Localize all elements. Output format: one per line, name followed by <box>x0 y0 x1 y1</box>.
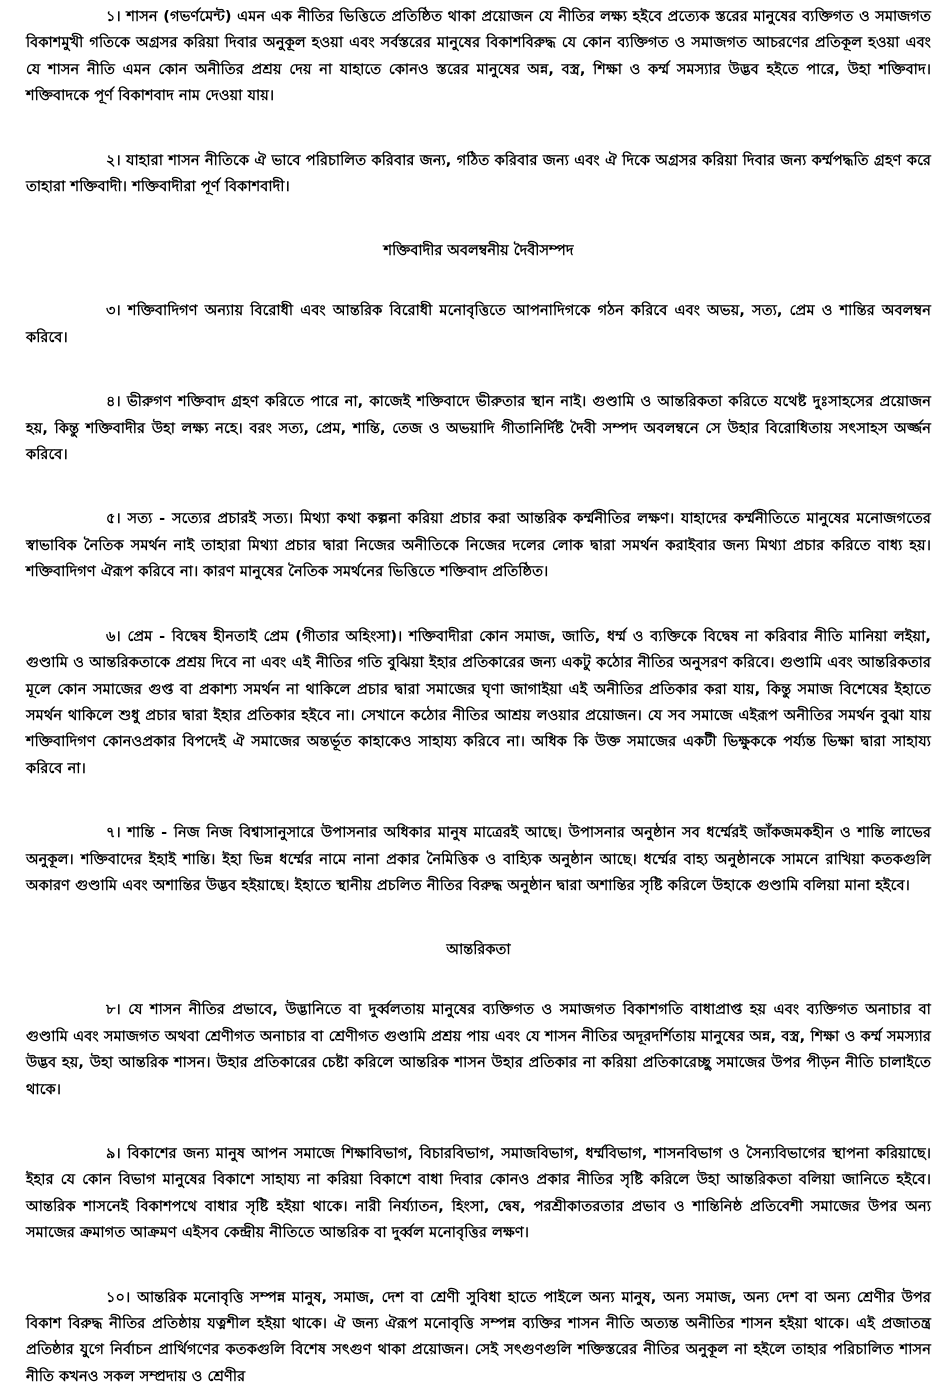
paragraph-4: ৪। ভীরুগণ শক্তিবাদ গ্রহণ করিতে পারে না, কাজেই শক্তিবাদে ভীরুতার স্থান নাই। গুণ্ডামি ও আন্তরিকতা করিতে যথেষ্ট দুঃসাহসের প্রয়োজন হয়, কিন্তু শক্তিবাদীর উহা লক্ষ্য নহে। বরং সত্য, প্রেম, শান্তি, তেজ ও অভয়াদি গীতানির্দিষ্ট দৈবী সম্পদ অবলম্বনে সে উহার বিরোধিতায় সৎসাহস অর্জ্জন করিবে। <box>26 394 931 464</box>
paragraph-2: ২। যাহারা শাসন নীতিকে ঐ ভাবে পরিচালিত করিবার জন্য, গঠিত করিবার জন্য এবং ঐ দিকে অগ্রসর করিয়া দিবার জন্য কর্ম্মপদ্ধতি গ্রহণ করে তাহারা শক্তিবাদী। শক্তিবাদীরা পূর্ণ বিকাশবাদী। <box>26 152 931 196</box>
section-heading-daivi-sampad: শক্তিবাদীর অবলম্বনীয় দৈবীসম্পদ <box>383 243 574 260</box>
paragraph-5: ৫। সত্য - সত্যের প্রচারই সত্য। মিথ্যা কথা কল্পনা করিয়া প্রচার করা আন্তরিক কর্ম্মনীতির লক্ষণ। যাহাদের কর্ম্মনীতিতে মানুষের মনোজগতের স্বাভাবিক নৈতিক সমর্থন নাই তাহারা মিথ্যা প্রচার দ্বারা নিজের অনীতিকে নিজের দলের লোক দ্বারা সমর্থন করাইবার জন্য মিথ্যা প্রচার করিতে বাধ্য হয়। শক্তিবাদিগণ ঐরূপ করিবে না। কারণ মানুষের নৈতিক সমর্থনের ভিত্তিতে শক্তিবাদ প্রতিষ্ঠিত। <box>26 511 931 581</box>
paragraph-6: ৬। প্রেম - বিদ্বেষ হীনতাই প্রেম (গীতার অহিংসা)। শক্তিবাদীরা কোন সমাজ, জাতি, ধর্ম্ম ও ব্যক্তিকে বিদ্বেষ না করিবার নীতি মানিয়া লইয়া, গুণ্ডামি ও আন্তরিকতাকে প্রশ্রয় দিবে না এবং এই নীতির গতি বুঝিয়া ইহার প্রতিকারের জন্য একটু কঠোর নীতির অনুসরণ করিবে। গুণ্ডামি এবং আন্তরিকতার মূলে কোন সমাজের গুপ্ত বা প্রকাশ্য সমর্থন না থাকিলে প্রচার দ্বারা সমাজের ঘৃণা জাগাইয়া এই অনীতির প্রতিকার করা যায়, কিন্তু সমাজ বিশেষের ইহাতে সমর্থন থাকিলে শুধু প্রচার দ্বারা ইহার প্রতিকার হইবে না। সেখানে কঠোর নীতির আশ্রয় লওয়ার প্রয়োজন। যে সব সমাজে এইরূপ অনীতির সমর্থন বুঝা যায় শক্তিবাদিগণ কোনওপ্রকার বিপদেই ঐ সমাজের অন্তর্ভূত কাহাকেও সাহায্য করিবে না। অধিক কি উক্ত সমাজের একটী ভিক্ষুককে পর্য্যন্ত ভিক্ষা দ্বারা সাহায্য করিবে না। <box>26 628 931 777</box>
paragraph-1: ১। শাসন (গভর্ণমেন্ট) এমন এক নীতির ভিত্তিতে প্রতিষ্ঠিত থাকা প্রয়োজন যে নীতির লক্ষ্য হইবে প্রত্যেক স্তরের মানুষের ব্যক্তিগত ও সমাজগত বিকাশমুখী গতিকে অগ্রসর করিয়া দিবার অনুকূল হওয়া এবং সর্বস্তরের মানুষের বিকাশবিরুদ্ধ যে কোন ব্যক্তিগত ও সমাজগত আচরণের প্রতিকূল হওয়া এবং যে শাসন নীতি এমন কোন অনীতির প্রশ্রয় দেয় না যাহাতে কোনও স্তরের মানুষের অন্ন, বস্ত্র, শিক্ষা ও কর্ম্ম সমস্যার উদ্ভব হইতে পারে, উহা শক্তিবাদ। শক্তিবাদকে পূর্ণ বিকাশবাদ নাম দেওয়া যায়। <box>26 9 931 105</box>
paragraph-8: ৮। যে শাসন নীতির প্রভাবে, উদ্ভানিতে বা দুর্ব্বলতায় মানুষের ব্যক্তিগত ও সমাজগত বিকাশগতি বাধাপ্রাপ্ত হয় এবং ব্যক্তিগত অনাচার বা গুণ্ডামি এবং সমাজগত অথবা শ্রেণীগত অনাচার বা শ্রেণীগত গুণ্ডামি প্রশ্রয় পায় এবং যে শাসন নীতির অদূরদর্শিতায় মানুষের অন্ন, বস্ত্র, শিক্ষা ও কর্ম্ম সমস্যার উদ্ভব হয়, উহা আন্তরিক শাসন। উহার প্রতিকারের চেষ্টা করিলে আন্তরিক শাসন উহার প্রতিকার না করিয়া প্রতিকারেচ্ছু সমাজের উপর পীড়ন নীতি চালাইতে থাকে। <box>26 1002 931 1098</box>
paragraph-7: ৭। শান্তি - নিজ নিজ বিশ্বাসানুসারে উপাসনার অধিকার মানুষ মাত্রেরই আছে। উপাসনার অনুষ্ঠান সব ধর্ম্মেরই জাঁকজমকহীন ও শান্তি লাভের অনুকূল। শক্তিবাদের ইহাই শান্তি। ইহা ভিন্ন ধর্ম্মের নামে নানা প্রকার নৈমিত্তিক ও বাহ্যিক অনুষ্ঠান আছে। ধর্ম্মের বাহ্য অনুষ্ঠানকে সামনে রাখিয়া কতকগুলি অকারণ গুণ্ডামি এবং অশান্তির উদ্ভব হইয়াছে। ইহাতে স্থানীয় প্রচলিত নীতির বিরুদ্ধ অনুষ্ঠান দ্বারা অশান্তির সৃষ্টি করিলে উহাকে গুণ্ডামি বলিয়া মানা হইবে। <box>26 825 931 894</box>
section-heading-antarikata: আন্তরিকতা <box>446 942 511 959</box>
paragraph-10: ১০। আন্তরিক মনোবৃত্তি সম্পন্ন মানুষ, সমাজ, দেশ বা শ্রেণী সুবিধা হাতে পাইলে অন্য মানুষ, অন্য সমাজ, অন্য দেশ বা অন্য শ্রেণীর উপর বিকাশ বিরুদ্ধ নীতির প্রতিষ্ঠায় যত্নশীল হইয়া থাকে। ঐ জন্য ঐরূপ মনোবৃত্তি সম্পন্ন ব্যক্তির শাসন নীতি অত্যন্ত অনীতির শাসন হইয়া থাকে। এই প্রজাতন্ত্র প্রতিষ্ঠার যুগে নির্বাচন প্রার্থিগণের কতকগুলি বিশেষ সৎগুণ থাকা প্রয়োজন। সেই সৎগুণগুলি শক্তিস্তরের নীতির অনুকূল না হইলে তাহার পরিচালিত শাসন নীতি কখনও সকল সম্প্রদায় ও শ্রেণীর <box>26 1289 931 1385</box>
paragraph-9: ৯। বিকাশের জন্য মানুষ আপন সমাজে শিক্ষাবিভাগ, বিচারবিভাগ, সমাজবিভাগ, ধর্ম্মবিভাগ, শাসনবিভাগ ও সৈন্যবিভাগের স্থাপনা করিয়াছে। ইহার যে কোন বিভাগ মানুষের বিকাশে সাহায্য না করিয়া বিকাশে বাধা দিবার কোনও প্রকার নীতির সৃষ্টি করিলে উহা আন্তরিকতা বলিয়া জানিতে হইবে। আন্তরিক শাসনেই বিকাশপথে বাধার সৃষ্টি হইয়া থাকে। নারী নির্য্যাতন, হিংসা, দ্বেষ, পরশ্রীকাতরতার প্রভাব ও শান্তিনিষ্ঠ প্রতিবেশী সমাজের উপর অন্য সমাজের ক্রমাগত আক্রমণ এইসব কেন্দ্রীয় নীতিতে আন্তরিক বা দুর্ব্বল মনোবৃত্তির লক্ষণ। <box>26 1145 931 1242</box>
paragraph-3: ৩। শক্তিবাদিগণ অন্যায় বিরোধী এবং আন্তরিক বিরোধী মনোবৃত্তিতে আপনাদিগকে গঠন করিবে এবং অভয়, সত্য, প্রেম ও শান্তির অবলম্বন করিবে। <box>26 303 931 346</box>
